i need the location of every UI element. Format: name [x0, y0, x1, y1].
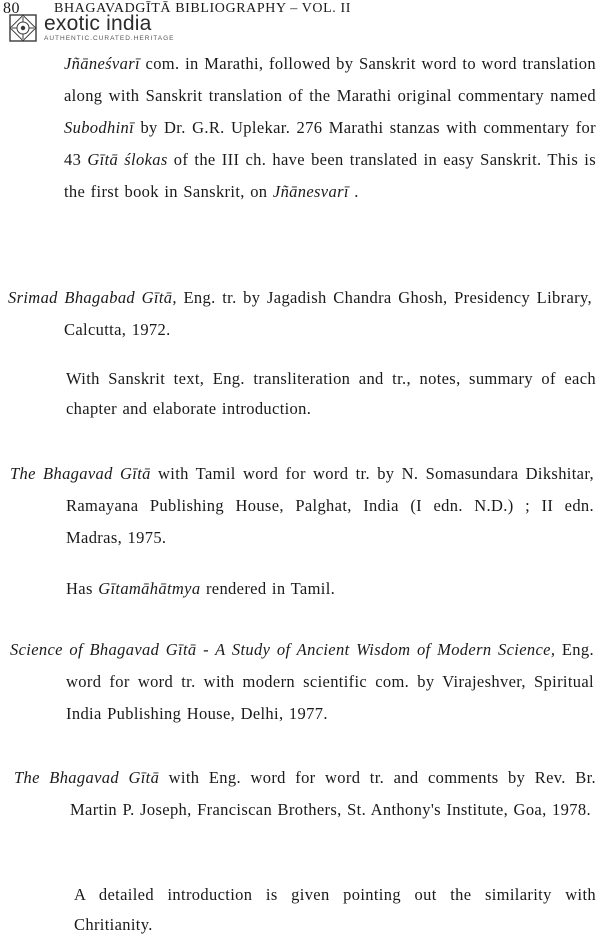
page-header: [0, 0, 600, 46]
text-run: .: [348, 182, 359, 201]
italic-title: Science of Bhagavad Gītā - A Study of Ancient Wisdom of Modern Science,: [10, 640, 556, 659]
text-run: Eng. word for word tr. with modern scientific com. by Virajeshver, Spiritual India Publishing House, Delhi, 1977.: [66, 640, 594, 723]
text-run: com. in Marathi, followed by Sanskrit word to word translation along with Sanskrit translation of the Marathi original commentary named: [64, 54, 596, 105]
text-run: with Eng. word for word tr. and comments by Rev. Br. Martin P. Joseph, Franciscan Brothers, St. Anthony's Institute, Goa, 1978.: [70, 768, 596, 819]
logo-tagline: AUTHENTIC.CURATED.HERITAGE: [44, 35, 175, 43]
italic-title: Jñānesvarī: [272, 182, 349, 201]
text-run: Has: [66, 579, 99, 598]
text-run: by Dr. G.R. Uplekar. 276 Marathi stanzas with commentary for 43: [64, 118, 596, 169]
italic-title: Jñāneśvarī: [64, 54, 140, 73]
text-run: A detailed introduction is given pointing out the similarity with Chritianity.: [74, 885, 596, 934]
text-run: with Tamil word for word tr. by N. Somasundara Dikshitar, Ramayana Publishing House, Palghat, India (I edn. N.D.) ; II edn. Madras, 1975.: [66, 464, 594, 547]
page-number: 80: [3, 0, 20, 17]
italic-title: Gītā ślokas: [87, 150, 168, 169]
bibliography-entry: [8, 282, 592, 346]
bibliography-entry: [10, 458, 594, 554]
entry-note: [74, 880, 596, 940]
paragraph-continuation: [64, 48, 596, 208]
italic-title: Srimad Bhagabad Gītā,: [8, 288, 177, 307]
text-run: of the III ch. have been translated in easy Sanskrit. This is the first book in Sanskrit, on: [64, 150, 596, 201]
logo-name: exotic india: [44, 12, 152, 36]
italic-title: Gītamāhātmya: [98, 579, 201, 598]
watermark-logo: [8, 10, 188, 46]
text-run: With Sanskrit text, Eng. transliteration and tr., notes, summary of each chapter and elaborate introduction.: [66, 369, 596, 418]
text-run: rendered in Tamil.: [200, 579, 336, 598]
italic-title: The Bhagavad Gītā: [10, 464, 151, 483]
entry-note: [66, 574, 596, 604]
text-run: Eng. tr. by Jagadish Chandra Ghosh, Presidency Library, Calcutta, 1972.: [64, 288, 592, 339]
italic-title: Subodhinī: [64, 118, 135, 137]
bibliography-entry: [10, 634, 594, 730]
italic-title: The Bhagavad Gītā: [14, 768, 160, 787]
entry-note: [66, 364, 596, 424]
mandala-icon: [8, 13, 38, 43]
running-head: BHAGAVADGĪTĀ BIBLIOGRAPHY – VOL. II: [54, 1, 351, 16]
bibliography-entry: [14, 762, 596, 826]
